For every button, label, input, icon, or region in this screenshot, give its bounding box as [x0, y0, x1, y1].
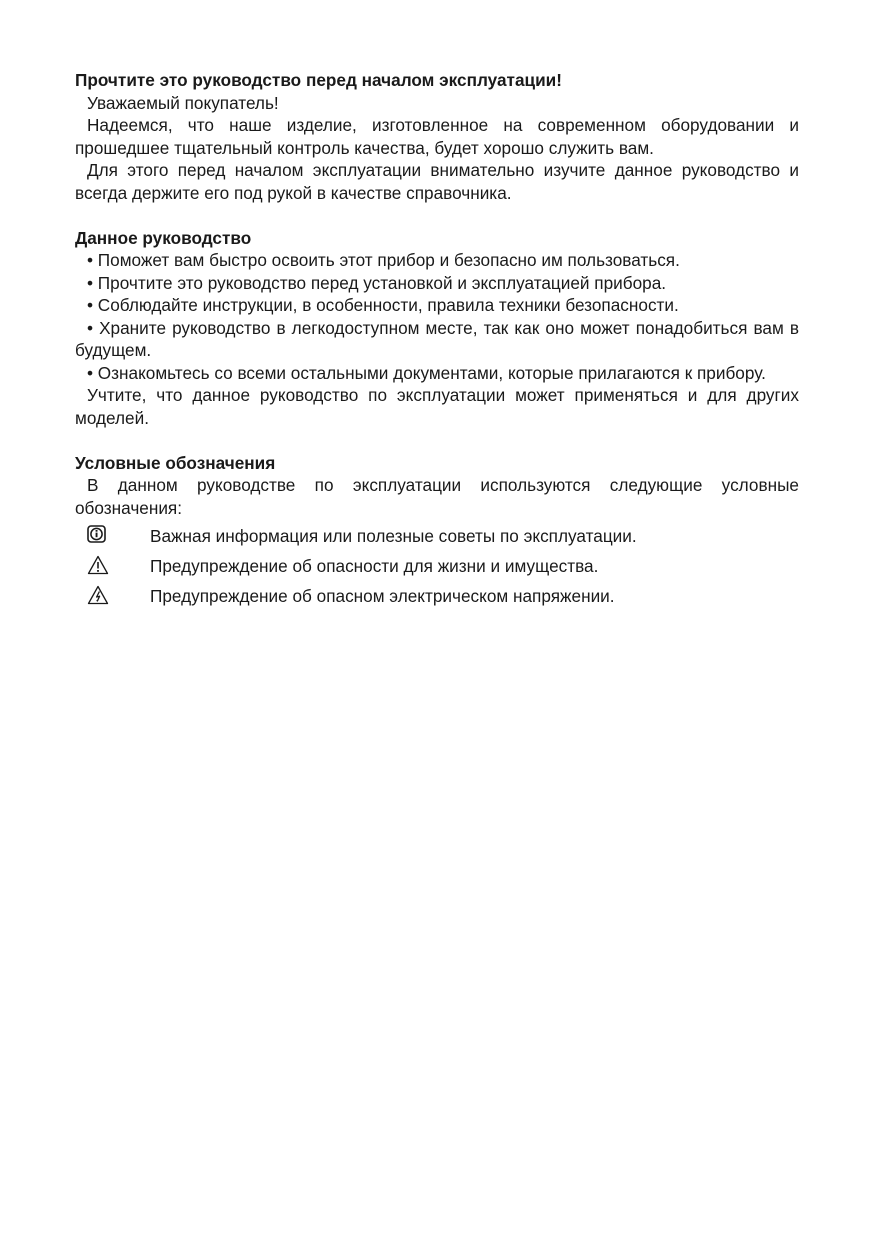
manual-bullet-5: • Ознакомьтесь со всеми остальными документами, которые прилагаются к прибору.	[87, 362, 766, 383]
section-gap	[75, 429, 799, 452]
legend-text-info: Важная информация или полезные советы по эксплуатации.	[150, 526, 637, 546]
section-gap	[75, 204, 799, 227]
manual-bullet-4: • Храните руководство в легкодоступном месте, так как оно может понадобиться вам в будущем.	[75, 317, 799, 360]
symbols-intro: В данном руководстве по эксплуатации используются следующие условные обозначения:	[75, 475, 799, 518]
legend-text-electric: Предупреждение об опасном электрическом напряжении.	[150, 586, 615, 606]
manual-page	[75, 69, 799, 615]
manual-section-title: Данное руководство	[75, 227, 252, 248]
manual-bullet-2: • Прочтите это руководство перед установкой и эксплуатацией прибора.	[87, 272, 667, 293]
intro-title: Прочтите это руководство перед началом эксплуатации!	[75, 70, 562, 90]
legend-text-warning: Предупреждение об опасности для жизни и имущества.	[150, 556, 599, 576]
symbols-section-title: Условные обозначения	[75, 452, 276, 473]
manual-note: Учтите, что данное руководство по эксплуатации может применяться и для других моделей.	[75, 385, 799, 428]
legend-row-electric	[75, 585, 799, 615]
legend-row-warning	[75, 555, 799, 585]
legend-row-info	[75, 525, 799, 555]
intro-greeting: Уважаемый покупатель!	[87, 92, 279, 113]
electric-warning-icon	[75, 585, 150, 605]
manual-bullet-3: • Соблюдайте инструкции, в особенности, правила техники безопасности.	[87, 295, 679, 315]
manual-bullet-1: • Поможет вам быстро освоить этот прибор и безопасно им пользоваться.	[87, 250, 680, 270]
intro-paragraph-2: Для этого перед началом эксплуатации внимательно изучите данное руководство и всегда держите его под рукой в качестве справочника.	[75, 160, 799, 203]
warning-triangle-icon	[75, 555, 150, 575]
info-icon	[75, 525, 150, 543]
intro-paragraph-1: Надеемся, что наше изделие, изготовленное на современном оборудовании и прошедшее тщательный контроль качества, будет хорошо служить вам.	[75, 115, 799, 158]
